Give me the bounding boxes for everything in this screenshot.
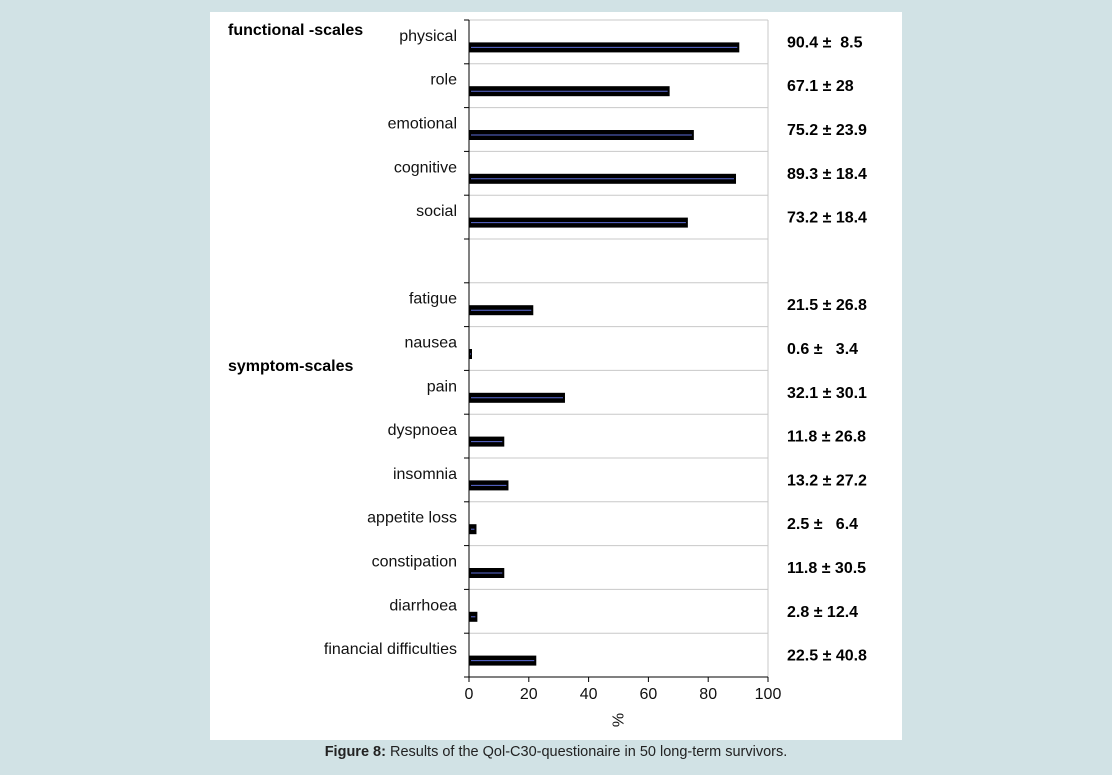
x-tick-label: 40 xyxy=(579,686,598,703)
caption-label: Figure 8: xyxy=(324,744,386,760)
group-label-functional: functional -scales xyxy=(228,22,364,39)
mean-sd-label: 73.2 ± 18.4 xyxy=(787,209,867,227)
text-layer xyxy=(228,22,867,727)
mean-sd-label: 75.2 ± 23.9 xyxy=(787,122,867,139)
bar-layer xyxy=(469,42,739,665)
caption-text: Results of the Qol-C30-questionaire in 50 long-term survivors. xyxy=(385,744,788,760)
category-label: financial difficulties xyxy=(323,641,457,659)
x-tick-label: 0 xyxy=(464,686,474,703)
bar-chart xyxy=(210,12,902,740)
category-label: physical xyxy=(399,27,457,45)
mean-sd-label: 2.5 ± 6.4 xyxy=(787,516,859,534)
category-label: role xyxy=(430,71,457,89)
x-tick-label: 80 xyxy=(699,686,718,703)
mean-sd-label: 11.8 ± 26.8 xyxy=(787,428,867,446)
mean-sd-label: 89.3 ± 18.4 xyxy=(787,165,867,183)
category-label: social xyxy=(416,203,457,221)
x-axis-title: % xyxy=(610,712,628,728)
category-label: dyspnoea xyxy=(387,422,457,440)
category-label: fatigue xyxy=(408,290,457,308)
mean-sd-label: 22.5 ± 40.8 xyxy=(787,647,867,665)
category-label: constipation xyxy=(371,553,457,571)
figure-caption xyxy=(0,744,1112,760)
group-label-symptom: symptom-scales xyxy=(228,358,354,375)
category-label: emotional xyxy=(387,115,457,133)
figure-panel xyxy=(210,12,902,740)
category-label: nausea xyxy=(404,334,457,352)
mean-sd-label: 32.1 ± 30.1 xyxy=(787,384,867,402)
category-label: appetite loss xyxy=(367,509,457,527)
grid-layer xyxy=(469,20,768,677)
category-label: diarrhoea xyxy=(389,597,457,615)
mean-sd-label: 0.6 ± 3.4 xyxy=(787,341,859,358)
mean-sd-label: 2.8 ± 12.4 xyxy=(787,603,859,621)
category-label: cognitive xyxy=(393,159,457,177)
mean-sd-label: 13.2 ± 27.2 xyxy=(787,472,867,490)
mean-sd-label: 21.5 ± 26.8 xyxy=(787,297,867,315)
x-tick-label: 60 xyxy=(639,686,658,703)
axis-layer xyxy=(464,20,768,682)
mean-sd-label: 90.4 ± 8.5 xyxy=(787,34,863,52)
category-label: insomnia xyxy=(392,465,457,483)
mean-sd-label: 67.1 ± 28 xyxy=(787,78,854,96)
x-tick-label: 20 xyxy=(519,686,538,703)
category-label: pain xyxy=(426,378,457,396)
mean-sd-label: 11.8 ± 30.5 xyxy=(787,560,867,577)
x-tick-label: 100 xyxy=(754,686,782,703)
